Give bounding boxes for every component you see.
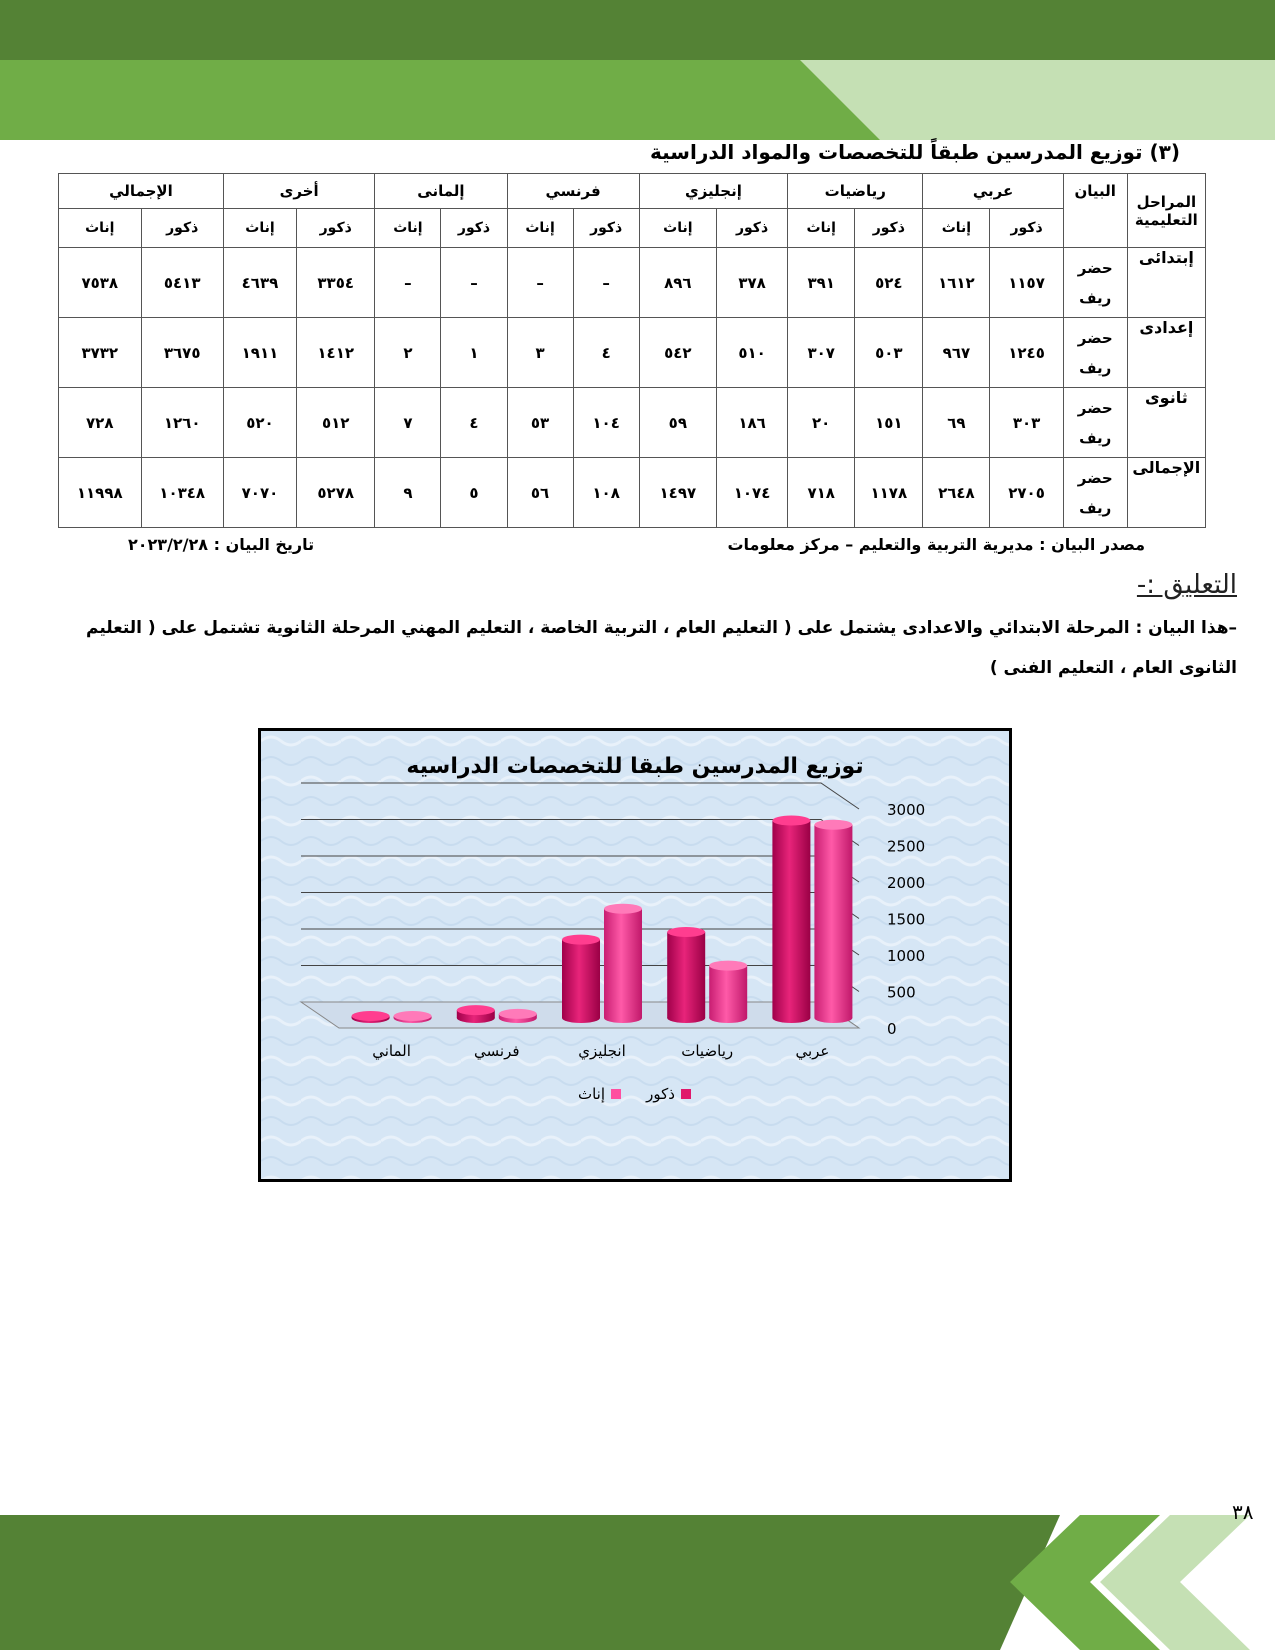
bar-male	[457, 1005, 495, 1023]
table-cell: ١٩١١	[223, 318, 296, 388]
bar-top	[352, 1011, 390, 1021]
header-female: إناث	[59, 209, 142, 248]
table-cell: ٣٧٣٢	[59, 318, 142, 388]
table-cell: ٥١٢	[297, 388, 375, 458]
table-cell: ٢٦٤٨	[923, 458, 990, 528]
header-male: ذكور	[990, 209, 1063, 248]
header-stage: المراحل التعليمية	[1127, 174, 1205, 248]
header-subject: عربي	[923, 174, 1063, 209]
comment-text: –هذا البيان : المرحلة الابتدائي والاعدادى يشتمل على ( التعليم العام ، التربية الخاصة ، التعليم المهني المرحلة الثانوية تشتمل على ( التعليم الثانوى العام ، التعليم الفنى )	[86, 618, 1237, 678]
table-cell: ١٢٤٥	[990, 318, 1063, 388]
header-female: إناث	[375, 209, 441, 248]
legend-swatch	[681, 1089, 691, 1099]
bar-top	[457, 1005, 495, 1015]
bar-body	[562, 940, 600, 1018]
row-stage: إبتدائى	[1127, 248, 1205, 318]
table-cell: ٧١٨	[788, 458, 855, 528]
table-cell: ٥٢٤	[855, 248, 923, 318]
table-cell: ٦٩	[923, 388, 990, 458]
row-location	[1063, 248, 1127, 318]
header-female: إناث	[507, 209, 573, 248]
bar-body	[814, 825, 852, 1018]
footer-band	[0, 1515, 1000, 1650]
table-cell: ٣٩١	[788, 248, 855, 318]
data-date: تاريخ البيان : ٢٠٢٣/٢/٢٨	[128, 535, 315, 554]
header-male: ذكور	[716, 209, 787, 248]
x-tick-label: فرنسي	[474, 1042, 520, 1060]
bar-body	[709, 966, 747, 1018]
bar-base	[604, 1013, 642, 1023]
banner-light-shape	[800, 60, 1275, 140]
table-cell: ٣٦٧٥	[141, 318, 223, 388]
bar-male	[352, 1011, 390, 1023]
table-cell: ٥٢٧٨	[297, 458, 375, 528]
bar-top	[772, 816, 810, 826]
table-cell: ٤	[573, 318, 639, 388]
location-rural: ريف	[1079, 498, 1112, 517]
table-row	[59, 388, 1206, 458]
table-cell: ٩٦٧	[923, 318, 990, 388]
header-male: ذكور	[573, 209, 639, 248]
header-subject: إنجليزي	[639, 174, 787, 209]
table-cell: ١٤١٢	[297, 318, 375, 388]
bar-top	[667, 927, 705, 937]
bar-body	[604, 909, 642, 1018]
table-cell: ١	[441, 318, 507, 388]
table-cell: ١٠٤	[573, 388, 639, 458]
table-cell: ١٤٩٧	[639, 458, 716, 528]
teachers-table	[58, 173, 1206, 528]
table-cell: ٥٦	[507, 458, 573, 528]
comment-heading: التعليق :-	[1136, 570, 1237, 600]
table-cell: ٥٣	[507, 388, 573, 458]
header-male: ذكور	[855, 209, 923, 248]
bar-female	[709, 961, 747, 1023]
header-male: ذكور	[441, 209, 507, 248]
bar-male	[562, 935, 600, 1023]
table-cell: ١١٥٧	[990, 248, 1063, 318]
table-cell: ٢٠	[788, 388, 855, 458]
table-cell: ٥١٠	[716, 318, 787, 388]
bar-top	[499, 1009, 537, 1019]
bar-base	[772, 1013, 810, 1023]
bar-top	[709, 961, 747, 971]
row-stage: ثانوى	[1127, 388, 1205, 458]
table-cell: ١٥١	[855, 388, 923, 458]
header-subject: رياضيات	[788, 174, 923, 209]
legend-swatch	[611, 1089, 621, 1099]
table-cell: ٣٣٥٤	[297, 248, 375, 318]
location-urban: حضر	[1077, 258, 1113, 277]
header-female: إناث	[639, 209, 716, 248]
header-subject: فرنسي	[507, 174, 639, 209]
header-male: ذكور	[141, 209, 223, 248]
banner-dark-band	[0, 0, 1275, 60]
bar-base	[667, 1013, 705, 1023]
table-cell: ٧٢٨	[59, 388, 142, 458]
table-cell: ٧٥٣٨	[59, 248, 142, 318]
y-tick-label: 2500	[887, 837, 926, 856]
table-cell: ٥٠٣	[855, 318, 923, 388]
section-title: (٣) توزيع المدرسين طبقاً للتخصصات والمواد الدراسية	[650, 140, 1180, 164]
y-tick-label: 500	[887, 983, 916, 1002]
table-cell: ١٢٦٠	[141, 388, 223, 458]
row-location	[1063, 388, 1127, 458]
bar-female	[394, 1011, 432, 1023]
bar-base	[709, 1013, 747, 1023]
table-cell: ١٠٧٤	[716, 458, 787, 528]
row-stage: إعدادى	[1127, 318, 1205, 388]
bar-male	[772, 816, 810, 1023]
bar-female	[499, 1009, 537, 1023]
table-cell: ٨٩٦	[639, 248, 716, 318]
table-cell: ١١٩٩٨	[59, 458, 142, 528]
table-cell: ٥٤٢	[639, 318, 716, 388]
chart-title: توزيع المدرسين طبقا للتخصصات الدراسيه	[406, 754, 864, 779]
header-subject: الإجمالي	[59, 174, 224, 209]
table-cell: ١٨٦	[716, 388, 787, 458]
table-cell: ٥٩	[639, 388, 716, 458]
header-female: إناث	[223, 209, 296, 248]
table-cell: –	[573, 248, 639, 318]
page-number: ٣٨	[1232, 1500, 1254, 1524]
x-tick-label: عربي	[795, 1042, 830, 1060]
table-cell: ٥٤١٣	[141, 248, 223, 318]
footer-banner	[0, 1500, 1275, 1650]
table-row	[59, 248, 1206, 318]
data-source: مصدر البيان : مديرية التربية والتعليم – مركز معلومات	[727, 535, 1145, 554]
y-tick-label: 2000	[887, 874, 926, 892]
row-location	[1063, 318, 1127, 388]
table-cell: ٧٠٧٠	[223, 458, 296, 528]
table-cell: ٥	[441, 458, 507, 528]
y-tick-label: 3000	[887, 801, 926, 819]
bar-base	[562, 1013, 600, 1023]
table-cell: ٩	[375, 458, 441, 528]
table-cell: ٢٧٠٥	[990, 458, 1063, 528]
table-cell: ٣	[507, 318, 573, 388]
table-cell: –	[441, 248, 507, 318]
location-rural: ريف	[1079, 288, 1112, 307]
table-cell: ٣٠٣	[990, 388, 1063, 458]
table-cell: ١٠٣٤٨	[141, 458, 223, 528]
bar-chart	[258, 728, 1012, 1182]
bar-top	[604, 904, 642, 914]
x-tick-label: الماني	[372, 1042, 411, 1060]
bar-body	[772, 821, 810, 1018]
location-rural: ريف	[1079, 428, 1112, 447]
location-urban: حضر	[1077, 398, 1113, 417]
header-data: البيان	[1063, 174, 1127, 248]
table-row	[59, 318, 1206, 388]
header-female: إناث	[923, 209, 990, 248]
table-cell: ٧	[375, 388, 441, 458]
header-banner	[0, 0, 1275, 140]
row-location	[1063, 458, 1127, 528]
table-body	[59, 248, 1206, 528]
table-cell: ٤	[441, 388, 507, 458]
table-cell: ٣٧٨	[716, 248, 787, 318]
header-female: إناث	[788, 209, 855, 248]
bar-body	[667, 932, 705, 1018]
table-cell: ١١٧٨	[855, 458, 923, 528]
table-cell: ١٦١٢	[923, 248, 990, 318]
table-cell: –	[507, 248, 573, 318]
legend-label: ذكور	[646, 1085, 675, 1103]
x-tick-label: انجليزي	[578, 1042, 626, 1060]
table-cell: ٤٦٣٩	[223, 248, 296, 318]
bar-top	[562, 935, 600, 945]
bar-base	[814, 1013, 852, 1023]
bar-female	[814, 820, 852, 1023]
header-male: ذكور	[297, 209, 375, 248]
header-subject: إلمانى	[375, 174, 507, 209]
legend-label: إناث	[577, 1085, 605, 1103]
table-row	[59, 458, 1206, 528]
x-tick-label: رياضيات	[681, 1042, 734, 1060]
y-tick-label: 0	[887, 1020, 897, 1038]
table-cell: ٢	[375, 318, 441, 388]
y-tick-label: 1500	[887, 910, 926, 929]
header-subject: أخرى	[223, 174, 374, 209]
bar-top	[814, 820, 852, 830]
table-cell: ٥٢٠	[223, 388, 296, 458]
y-tick-label: 1000	[887, 947, 926, 965]
location-urban: حضر	[1077, 468, 1113, 487]
bar-male	[667, 927, 705, 1023]
bar-female	[604, 904, 642, 1023]
row-stage: الإجمالى	[1127, 458, 1205, 528]
bar-top	[394, 1011, 432, 1021]
table-cell: ٣٠٧	[788, 318, 855, 388]
table-cell: ١٠٨	[573, 458, 639, 528]
location-urban: حضر	[1077, 328, 1113, 347]
location-rural: ريف	[1079, 358, 1112, 377]
table-cell: –	[375, 248, 441, 318]
chart-canvas	[261, 731, 1009, 1179]
